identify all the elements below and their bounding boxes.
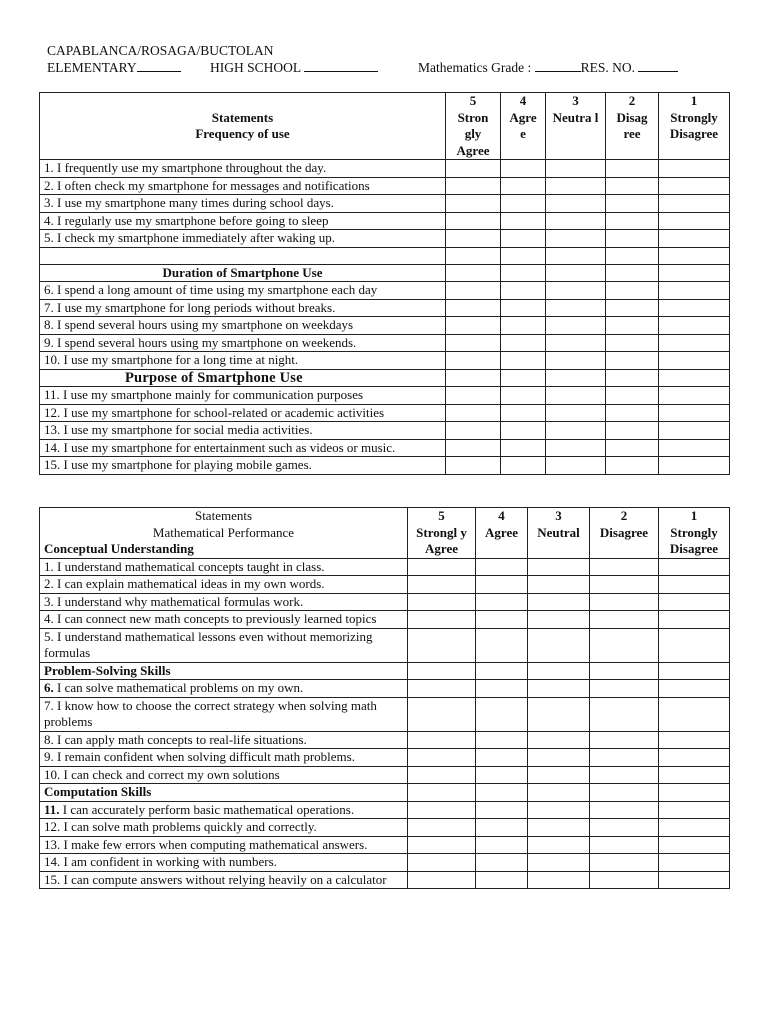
table-row [40, 628, 730, 662]
rating-cell-1[interactable] [659, 854, 730, 872]
rating-cell-5[interactable] [446, 387, 501, 405]
statement-text: 1. I frequently use my smartphone throughout the day. [40, 160, 446, 178]
table-row [40, 766, 730, 784]
rating-cell-3[interactable] [528, 819, 590, 837]
rating-cell-4[interactable] [476, 576, 528, 594]
rating-cell-4[interactable] [476, 871, 528, 889]
statement-text: 10. I can check and correct my own solutions [40, 766, 408, 784]
statement-number: 6. [44, 680, 54, 695]
table-row [40, 836, 730, 854]
rating-cell-3[interactable] [528, 836, 590, 854]
rating-cell-3[interactable] [528, 680, 590, 698]
table-row [40, 404, 730, 422]
purpose-section-title: Purpose of Smartphone Use [40, 369, 446, 387]
scale-5-number: 5 [469, 93, 477, 108]
rating-cell-1[interactable] [659, 404, 730, 422]
rating-cell-4[interactable] [476, 558, 528, 576]
rating-cell-2[interactable] [590, 697, 659, 731]
scale-1-header [659, 93, 730, 160]
t2-scale-3-label: Neutral [537, 524, 580, 540]
t2-scale-3-header [528, 508, 590, 559]
rating-cell-4[interactable] [476, 766, 528, 784]
rating-cell-2[interactable] [606, 282, 659, 300]
rating-cell-5[interactable] [446, 422, 501, 440]
rating-cell-5[interactable] [408, 819, 476, 837]
rating-cell-1[interactable] [659, 697, 730, 731]
rating-cell-1[interactable] [659, 731, 730, 749]
table-row [40, 801, 730, 819]
rating-cell-2[interactable] [590, 628, 659, 662]
scale-2-number: 2 [628, 93, 636, 108]
rating-cell-3[interactable] [528, 593, 590, 611]
rating-cell-1[interactable] [659, 230, 730, 248]
rating-cell-2[interactable] [590, 576, 659, 594]
rating-cell-3[interactable] [528, 576, 590, 594]
rating-cell-5[interactable] [446, 352, 501, 370]
rating-cell-1[interactable] [659, 871, 730, 889]
rating-cell-2[interactable] [606, 299, 659, 317]
statement-text: 12. I can solve math problems quickly and correctly. [40, 819, 408, 837]
rating-cell-5[interactable] [446, 299, 501, 317]
rating-cell-4[interactable] [476, 819, 528, 837]
math-performance-table [39, 507, 730, 889]
statement-text: 12. I use my smartphone for school-related or academic activities [40, 404, 446, 422]
rating-cell-3[interactable] [546, 439, 606, 457]
rating-cell-2[interactable] [590, 611, 659, 629]
rating-cell-4[interactable] [501, 212, 546, 230]
rating-cell-5[interactable] [446, 404, 501, 422]
rating-cell-3[interactable] [546, 299, 606, 317]
header-fields [47, 59, 727, 75]
t2-scale-5-number: 5 [438, 508, 445, 523]
rating-cell-5[interactable] [408, 628, 476, 662]
rating-cell-5[interactable] [408, 593, 476, 611]
statement-text: 11. I use my smartphone mainly for communication purposes [40, 387, 446, 405]
statement-text: 15. I can compute answers without relying heavily on a calculator [40, 871, 408, 889]
rating-cell-2[interactable] [606, 387, 659, 405]
t2-scale-4-header [476, 508, 528, 559]
table2-statements-title: Statements [194, 508, 253, 523]
rating-cell-4[interactable] [501, 230, 546, 248]
rating-cell-2[interactable] [606, 195, 659, 213]
statement-text: 13. I use my smartphone for social media activities. [40, 422, 446, 440]
table-row [40, 317, 730, 335]
high-school-field [210, 59, 378, 76]
scale-3-number: 3 [572, 93, 579, 108]
rating-cell-3[interactable] [528, 871, 590, 889]
table-row [40, 611, 730, 629]
rating-cell-5[interactable] [446, 177, 501, 195]
rating-cell-4[interactable] [476, 854, 528, 872]
rating-cell-5[interactable] [408, 680, 476, 698]
duration-section-title: Duration of Smartphone Use [40, 264, 446, 282]
table-row [40, 352, 730, 370]
statement-text: 4. I can connect new math concepts to previously learned topics [40, 611, 408, 629]
elementary-blank[interactable] [137, 59, 181, 72]
rating-cell-4[interactable] [476, 731, 528, 749]
scale-3-label: Neutra l [552, 109, 599, 125]
rating-cell-4[interactable] [501, 195, 546, 213]
statement-text: 9. I remain confident when solving difficult math problems. [40, 749, 408, 767]
table1-statements-title: Statements [211, 109, 274, 125]
rating-cell-2[interactable] [606, 404, 659, 422]
rating-cell-5[interactable] [446, 457, 501, 475]
t2-scale-1-number: 1 [690, 508, 698, 523]
rating-cell-3[interactable] [528, 766, 590, 784]
rating-cell-1[interactable] [659, 387, 730, 405]
t2-scale-4-number: 4 [498, 508, 505, 523]
table-row [40, 334, 730, 352]
rating-cell-5[interactable] [408, 749, 476, 767]
statement-text: 7. I use my smartphone for long periods without breaks. [40, 299, 446, 317]
rating-cell-3[interactable] [546, 404, 606, 422]
rating-cell-5[interactable] [446, 334, 501, 352]
rating-cell-2[interactable] [606, 230, 659, 248]
rating-cell-1[interactable] [659, 801, 730, 819]
rating-cell-1[interactable] [659, 593, 730, 611]
rating-cell-3[interactable] [546, 352, 606, 370]
rating-cell-4[interactable] [476, 697, 528, 731]
rating-cell-2[interactable] [590, 854, 659, 872]
rating-cell-4[interactable] [501, 404, 546, 422]
high-school-blank[interactable] [304, 59, 378, 72]
rating-cell-3[interactable] [546, 457, 606, 475]
table-row [40, 697, 730, 731]
rating-cell-3[interactable] [546, 212, 606, 230]
rating-cell-1[interactable] [659, 576, 730, 594]
rating-cell-4[interactable] [476, 628, 528, 662]
rating-cell-5[interactable] [446, 282, 501, 300]
section-header-row [40, 369, 730, 387]
rating-cell-5[interactable] [408, 801, 476, 819]
rating-cell-3[interactable] [528, 611, 590, 629]
statement-text: 8. I can apply math concepts to real-life situations. [40, 731, 408, 749]
rating-cell-5[interactable] [446, 160, 501, 178]
statement-text: 13. I make few errors when computing mathematical answers. [40, 836, 408, 854]
rating-cell-2[interactable] [590, 766, 659, 784]
rating-cell-1[interactable] [659, 766, 730, 784]
rating-cell-3[interactable] [528, 731, 590, 749]
statement-text: 14. I use my smartphone for entertainment such as videos or music. [40, 439, 446, 457]
scale-1-label: Strongly Disagree [669, 109, 719, 141]
math-grade-blank[interactable] [535, 59, 581, 72]
rating-cell-3[interactable] [546, 230, 606, 248]
statement-text: 15. I use my smartphone for playing mobile games. [40, 457, 446, 475]
scale-4-number: 4 [519, 93, 527, 108]
statement-text: 14. I am confident in working with numbers. [40, 854, 408, 872]
rating-cell-2[interactable] [606, 212, 659, 230]
scale-2-header [606, 93, 659, 160]
rating-cell-5[interactable] [446, 439, 501, 457]
statement-text: 9. I spend several hours using my smartphone on weekends. [40, 334, 446, 352]
rating-cell-4[interactable] [501, 334, 546, 352]
rating-cell-4[interactable] [501, 299, 546, 317]
rating-cell-2[interactable] [606, 457, 659, 475]
rating-cell-1[interactable] [659, 836, 730, 854]
t2-scale-3-number: 3 [555, 508, 562, 523]
scale-3-header [546, 93, 606, 160]
rating-cell-4[interactable] [476, 836, 528, 854]
rating-cell-3[interactable] [546, 282, 606, 300]
table-row [40, 212, 730, 230]
rating-cell-5[interactable] [408, 731, 476, 749]
rating-cell-5[interactable] [446, 230, 501, 248]
math-grade-field [418, 59, 678, 76]
conceptual-section-title: Conceptual Understanding [44, 541, 194, 556]
scale-4-label: Agre e [509, 109, 537, 141]
rating-cell-1[interactable] [659, 160, 730, 178]
high-school-label: HIGH SCHOOL [210, 60, 301, 75]
rating-cell-1[interactable] [659, 317, 730, 335]
rating-cell-4[interactable] [476, 680, 528, 698]
table-row [40, 160, 730, 178]
rating-cell-2[interactable] [590, 558, 659, 576]
table-row [40, 299, 730, 317]
res-no-label: RES. NO. [580, 60, 635, 75]
rating-cell-2[interactable] [606, 352, 659, 370]
elementary-field [47, 59, 181, 76]
rating-cell-1[interactable] [659, 352, 730, 370]
rating-cell-2[interactable] [590, 801, 659, 819]
statement-body: I can accurately perform basic mathematical operations. [59, 801, 355, 817]
statement-text: 5. I understand mathematical lessons even without memorizing formulas [40, 628, 408, 662]
rating-cell-5[interactable] [408, 766, 476, 784]
table-row [40, 457, 730, 475]
rating-cell-1[interactable] [659, 422, 730, 440]
rating-cell-2[interactable] [590, 819, 659, 837]
table2-performance-title: Mathematical Performance [152, 524, 295, 540]
rating-cell-4[interactable] [501, 387, 546, 405]
rating-cell-2[interactable] [606, 439, 659, 457]
table1-frequency-title: Frequency of use [195, 126, 290, 141]
table-row [40, 749, 730, 767]
rating-cell-5[interactable] [446, 212, 501, 230]
statement-text: 1. I understand mathematical concepts taught in class. [40, 558, 408, 576]
statement-text: 2. I often check my smartphone for messages and notifications [40, 177, 446, 195]
rating-cell-4[interactable] [501, 177, 546, 195]
rating-cell-2[interactable] [590, 871, 659, 889]
rating-cell-3[interactable] [528, 558, 590, 576]
rating-cell-4[interactable] [476, 593, 528, 611]
document-header [47, 43, 727, 75]
rating-cell-4[interactable] [501, 422, 546, 440]
rating-cell-3[interactable] [528, 697, 590, 731]
rating-cell-3[interactable] [546, 422, 606, 440]
rating-cell-2[interactable] [590, 680, 659, 698]
table1-header-row [40, 93, 730, 160]
section-header-row [40, 662, 730, 680]
rating-cell-2[interactable] [606, 317, 659, 335]
rating-cell-4[interactable] [501, 317, 546, 335]
rating-cell-2[interactable] [606, 334, 659, 352]
rating-cell-4[interactable] [501, 160, 546, 178]
smartphone-use-table [39, 92, 730, 475]
rating-cell-5[interactable] [408, 576, 476, 594]
res-no-blank[interactable] [638, 59, 678, 72]
rating-cell-3[interactable] [546, 160, 606, 178]
rating-cell-3[interactable] [528, 749, 590, 767]
rating-cell-3[interactable] [546, 177, 606, 195]
rating-cell-2[interactable] [606, 160, 659, 178]
table2-header-row [40, 508, 730, 559]
rating-cell-5[interactable] [446, 195, 501, 213]
table-row [40, 422, 730, 440]
statement-text: 6. I spend a long amount of time using my smartphone each day [40, 282, 446, 300]
rating-cell-2[interactable] [590, 836, 659, 854]
t2-scale-1-header [659, 508, 730, 559]
scale-2-label: Disag ree [616, 109, 648, 141]
t2-scale-2-label: Disagree [599, 524, 649, 540]
table-row [40, 195, 730, 213]
rating-cell-1[interactable] [659, 457, 730, 475]
statement-number: 11. [44, 801, 60, 817]
table-row [40, 177, 730, 195]
rating-cell-5[interactable] [408, 697, 476, 731]
scale-5-header [446, 93, 501, 160]
table-row [40, 558, 730, 576]
rating-cell-4[interactable] [476, 749, 528, 767]
rating-cell-1[interactable] [659, 680, 730, 698]
rating-cell-3[interactable] [546, 334, 606, 352]
scale-5-label: Stron gly Agree [456, 109, 490, 158]
table-row [40, 871, 730, 889]
rating-cell-1[interactable] [659, 819, 730, 837]
scale-1-number: 1 [690, 93, 698, 108]
statement-text: 3. I understand why mathematical formulas work. [40, 593, 408, 611]
t2-scale-2-header [590, 508, 659, 559]
rating-cell-2[interactable] [590, 593, 659, 611]
rating-cell-1[interactable] [659, 334, 730, 352]
t2-scale-2-number: 2 [620, 508, 628, 523]
rating-cell-4[interactable] [476, 611, 528, 629]
math-grade-label: Mathematics Grade : [418, 60, 532, 75]
rating-cell-1[interactable] [659, 439, 730, 457]
statement-text [40, 801, 408, 819]
rating-cell-4[interactable] [501, 457, 546, 475]
table-row [40, 439, 730, 457]
rating-cell-2[interactable] [606, 422, 659, 440]
rating-cell-5[interactable] [408, 854, 476, 872]
rating-cell-3[interactable] [546, 387, 606, 405]
rating-cell-4[interactable] [501, 352, 546, 370]
statement-text: 10. I use my smartphone for a long time at night. [40, 352, 446, 370]
spacer-row [40, 247, 730, 264]
rating-cell-5[interactable] [408, 558, 476, 576]
t2-scale-5-label: Strongl y Agree [416, 524, 467, 556]
section-header-row [40, 264, 730, 282]
statement-text: 5. I check my smartphone immediately after waking up. [40, 230, 446, 248]
rating-cell-3[interactable] [528, 801, 590, 819]
rating-cell-3[interactable] [528, 854, 590, 872]
statement-text: 7. I know how to choose the correct strategy when solving math problems [40, 697, 408, 731]
rating-cell-3[interactable] [546, 195, 606, 213]
rating-cell-1[interactable] [659, 749, 730, 767]
rating-cell-4[interactable] [501, 439, 546, 457]
t2-scale-4-label: Agree [485, 524, 518, 540]
table-row [40, 680, 730, 698]
table-row [40, 731, 730, 749]
rating-cell-5[interactable] [408, 836, 476, 854]
rating-cell-4[interactable] [501, 282, 546, 300]
statement-text: 8. I spend several hours using my smartphone on weekdays [40, 317, 446, 335]
statement-text: 2. I can explain mathematical ideas in my own words. [40, 576, 408, 594]
table-row [40, 819, 730, 837]
statement-text: 3. I use my smartphone many times during school days. [40, 195, 446, 213]
statement-text: 4. I regularly use my smartphone before going to sleep [40, 212, 446, 230]
rating-cell-1[interactable] [659, 628, 730, 662]
problem-solving-section-title: Problem-Solving Skills [40, 662, 408, 680]
t2-scale-5-header [408, 508, 476, 559]
t2-scale-1-label: Strongly Disagree [669, 524, 719, 556]
rating-cell-1[interactable] [659, 299, 730, 317]
rating-cell-5[interactable] [446, 317, 501, 335]
rating-cell-2[interactable] [590, 731, 659, 749]
rating-cell-1[interactable] [659, 177, 730, 195]
rating-cell-1[interactable] [659, 611, 730, 629]
elementary-label: ELEMENTARY [47, 60, 137, 75]
rating-cell-1[interactable] [659, 212, 730, 230]
statement-text [40, 680, 408, 698]
rating-cell-2[interactable] [606, 177, 659, 195]
table-row [40, 854, 730, 872]
table1-statements-header [40, 93, 446, 160]
rating-cell-5[interactable] [408, 611, 476, 629]
statement-body: I can solve mathematical problems on my own. [53, 680, 304, 695]
table-row [40, 282, 730, 300]
computation-section-title: Computation Skills [40, 784, 408, 802]
rating-cell-3[interactable] [546, 317, 606, 335]
table-row [40, 387, 730, 405]
rating-cell-1[interactable] [659, 558, 730, 576]
rating-cell-1[interactable] [659, 282, 730, 300]
rating-cell-1[interactable] [659, 195, 730, 213]
rating-cell-2[interactable] [590, 749, 659, 767]
section-header-row [40, 784, 730, 802]
school-name: CAPABLANCA/ROSAGA/BUCTOLAN [47, 43, 274, 58]
table2-statements-header [40, 508, 408, 559]
rating-cell-5[interactable] [408, 871, 476, 889]
table-row [40, 593, 730, 611]
rating-cell-4[interactable] [476, 801, 528, 819]
table-row [40, 576, 730, 594]
rating-cell-3[interactable] [528, 628, 590, 662]
scale-4-header [501, 93, 546, 160]
table-row [40, 230, 730, 248]
